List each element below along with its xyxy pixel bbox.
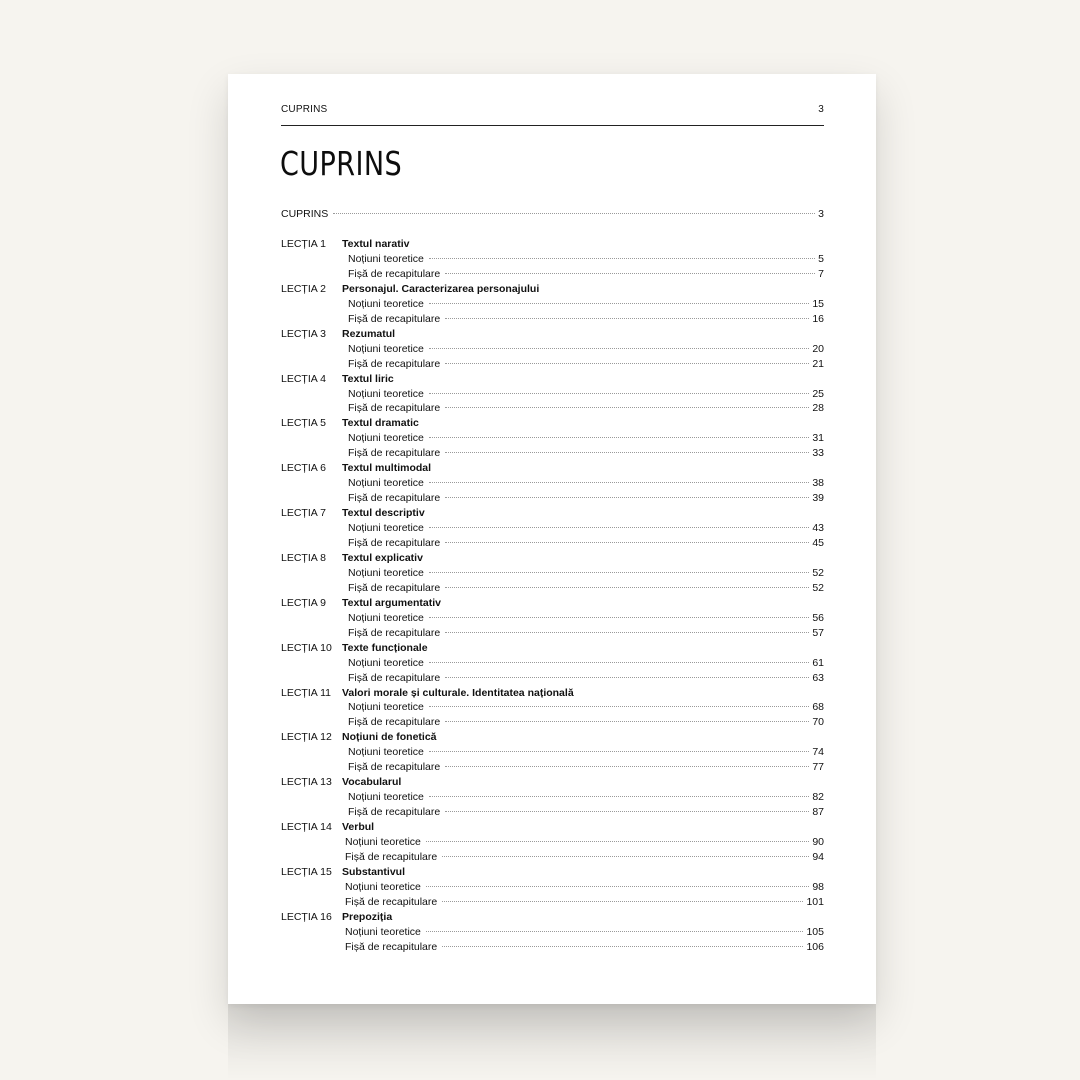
running-header-title: CUPRINS [281,104,328,115]
toc-entry[interactable] [348,581,824,595]
toc-entry-label: Fișă de recapitulare [348,312,441,325]
toc-entry-page: 39 [812,492,824,505]
lesson-title[interactable]: Valori morale și culturale. Identitatea națională [342,686,574,699]
toc-entry-page: 70 [812,716,824,729]
lesson-number: LECȚIA 7 [281,507,326,520]
lesson-title[interactable]: Rezumatul [342,327,396,340]
lesson-title[interactable]: Textul argumentativ [342,596,441,609]
header-rule [281,125,824,126]
toc-entry[interactable] [348,611,824,625]
lesson-title[interactable]: Textul descriptiv [342,507,425,520]
toc-entry-label: Fișă de recapitulare [348,761,441,774]
toc-entry-label: Fișă de recapitulare [348,447,441,460]
toc-entry[interactable] [348,252,824,266]
toc-entry-label: Noțiuni teoretice [345,836,421,848]
toc-entry-label: Fișă de recapitulare [345,895,438,908]
toc-entry-page: 101 [806,895,824,908]
toc-entry-page: 52 [812,581,824,594]
page-shadow [228,1000,876,1080]
toc-entry[interactable] [348,566,824,580]
toc-entry[interactable] [345,925,824,939]
toc-entry-page: 90 [812,836,824,848]
lesson-number: LECȚIA 14 [281,821,332,834]
toc-entry[interactable] [348,297,824,311]
lesson-title[interactable]: Verbul [342,821,375,834]
dot-leader [429,348,809,349]
toc-entry-label: Noțiuni teoretice [348,522,424,535]
toc-entry-label: Fișă de recapitulare [348,267,441,280]
lesson-number: LECȚIA 15 [281,865,332,878]
toc-entry[interactable] [348,491,824,505]
dot-leader [445,407,809,408]
toc-entry-label: Fișă de recapitulare [348,671,441,684]
toc-entry-page: 43 [812,522,824,535]
toc-entry-page: 15 [812,297,824,310]
toc-entry-label: Noțiuni teoretice [348,611,424,624]
toc-entry-page: 56 [812,611,824,624]
dot-leader [445,766,809,767]
dot-leader [429,482,809,483]
dot-leader [429,303,809,304]
dot-leader [445,811,809,812]
dot-leader [442,946,803,947]
dot-leader [442,901,803,902]
toc-entry[interactable] [348,401,824,415]
toc-entry-label: Noțiuni teoretice [345,880,421,893]
toc-entry-page: 63 [812,671,824,684]
lesson-number: LECȚIA 8 [281,551,326,564]
lesson-number: LECȚIA 11 [281,686,331,699]
toc-entry-page: 20 [812,342,824,355]
dot-leader [429,617,809,618]
dot-leader [429,796,809,797]
document-page [228,74,876,1004]
toc-entry-page: 57 [812,626,824,639]
toc-entry-label: Fișă de recapitulare [348,492,441,505]
lesson-number: LECȚIA 2 [281,282,326,295]
toc-entry[interactable] [348,521,824,535]
toc-entry-page: 106 [806,940,824,953]
toc-entry-label: Noțiuni teoretice [348,701,424,714]
dot-leader [429,393,809,394]
toc-entry-label: Noțiuni teoretice [345,925,421,938]
toc-entry-page: 3 [818,208,824,220]
toc-entry-label: Noțiuni teoretice [348,342,424,355]
lesson-title[interactable]: Textul explicativ [342,551,423,564]
toc-entry-label: Fișă de recapitulare [345,850,438,863]
toc-entry-page: 94 [812,850,824,863]
lesson-title[interactable]: Textul narativ [342,238,410,250]
toc-entry-label: Fișă de recapitulare [348,402,441,415]
toc-entry[interactable] [348,656,824,670]
lesson-number: LECȚIA 9 [281,596,326,609]
toc-entry-label: Noțiuni teoretice [348,297,424,310]
lesson-number: LECȚIA 10 [281,641,332,654]
toc-entry-page: 105 [806,925,824,938]
toc-entry[interactable] [345,895,824,909]
toc-entry-label: Noțiuni teoretice [348,746,424,759]
lesson-title[interactable]: Substantivul [342,865,406,878]
toc-entry-page: 52 [812,566,824,579]
toc-entry-page: 7 [818,267,824,280]
toc-entry[interactable] [348,790,824,804]
toc-entry[interactable] [345,880,824,894]
toc-entry-page: 45 [812,537,824,549]
dot-leader [445,273,815,274]
toc-entry-page: 87 [812,806,824,819]
lesson-number: LECȚIA 4 [281,372,326,385]
dot-leader [429,572,809,573]
dot-leader [445,452,809,453]
toc-entry[interactable] [345,940,824,954]
dot-leader [429,751,809,752]
dot-leader [445,677,809,678]
toc-entry-label: CUPRINS [281,208,329,220]
toc-entry[interactable] [348,431,824,445]
toc-entry-page: 28 [812,402,824,415]
toc-entry-page: 74 [812,746,824,759]
running-header-page-number: 3 [818,104,824,115]
toc-entry-page: 33 [812,447,824,460]
dot-leader [429,258,815,259]
lesson-title[interactable]: Prepoziția [342,910,393,923]
dot-leader [429,527,809,528]
toc-entry-page: 82 [812,791,824,804]
toc-entry-label: Fișă de recapitulare [348,716,441,729]
toc-entry-page: 25 [812,387,824,400]
toc-entry-label: Fișă de recapitulare [348,806,441,819]
dot-leader [429,706,809,707]
toc-entry[interactable] [348,387,824,401]
page-title: CUPRINS [280,144,403,183]
dot-leader [426,931,804,932]
toc-entry[interactable] [348,476,824,490]
toc-entry[interactable] [348,715,824,729]
toc-entry[interactable] [348,805,824,819]
running-header [281,104,824,115]
toc-entry-label: Noțiuni teoretice [348,252,424,265]
toc-entry-page: 5 [818,252,824,265]
lesson-number: LECȚIA 3 [281,327,326,340]
dot-leader [445,363,809,364]
toc-entry-label: Noțiuni teoretice [348,477,424,490]
toc-entry-page: 16 [812,312,824,325]
toc-entry-page: 38 [812,477,824,490]
lesson-number: LECȚIA 1 [281,238,326,250]
lesson-number: LECȚIA 6 [281,462,326,475]
toc-entry[interactable] [348,267,824,281]
lesson-number: LECȚIA 16 [281,910,332,923]
toc-entry-label: Noțiuni teoretice [348,656,424,669]
dot-leader [442,856,809,857]
toc-entry-page: 68 [812,701,824,714]
lesson-title[interactable]: Textul dramatic [342,417,419,430]
toc-intro-entry[interactable] [281,207,824,221]
toc-entry-page: 98 [812,880,824,893]
dot-leader [429,662,809,663]
toc-entry[interactable] [345,835,824,849]
toc-entry-label: Fișă de recapitulare [348,581,441,594]
toc-entry-label: Fișă de recapitulare [348,537,441,549]
toc-entry[interactable] [345,850,824,864]
dot-leader [426,841,809,842]
toc-entry-label: Fișă de recapitulare [345,940,438,953]
toc-entry-label: Noțiuni teoretice [348,791,424,804]
dot-leader [445,721,809,722]
toc-entry[interactable] [348,536,824,550]
toc-entry-page: 31 [812,432,824,445]
dot-leader [445,632,809,633]
dot-leader [445,497,809,498]
toc-entry-label: Noțiuni teoretice [348,432,424,445]
lesson-title[interactable]: Texte funcționale [342,641,428,654]
toc-entry-label: Fișă de recapitulare [348,626,441,639]
toc-entry[interactable] [348,671,824,685]
lesson-title[interactable]: Textul multimodal [342,462,432,475]
toc-entry[interactable] [348,745,824,759]
dot-leader [445,587,809,588]
lesson-number: LECȚIA 5 [281,417,326,430]
lesson-title[interactable]: Vocabularul [342,776,402,789]
lesson-title[interactable]: Noțiuni de fonetică [342,731,437,744]
dot-leader [426,886,809,887]
toc-entry[interactable] [348,446,824,460]
toc-entry[interactable] [348,342,824,356]
toc-entry-page: 77 [812,761,824,774]
dot-leader [429,437,809,438]
toc-entry-page: 21 [812,357,824,370]
toc-entry-label: Noțiuni teoretice [348,387,424,400]
lesson-title[interactable]: Textul liric [342,372,394,385]
dot-leader [445,318,809,319]
toc-entry[interactable] [348,357,824,371]
toc-entry[interactable] [348,760,824,774]
dot-leader [333,213,815,214]
toc-entry[interactable] [348,626,824,640]
toc-entry-page: 61 [812,656,824,669]
lesson-title[interactable]: Personajul. Caracterizarea personajului [342,282,540,295]
toc-entry[interactable] [348,312,824,326]
toc-entry-label: Noțiuni teoretice [348,566,424,579]
dot-leader [445,542,809,543]
toc-entry[interactable] [348,700,824,714]
lesson-number: LECȚIA 13 [281,776,332,789]
lesson-number: LECȚIA 12 [281,731,332,744]
toc-entry-label: Fișă de recapitulare [348,357,441,370]
